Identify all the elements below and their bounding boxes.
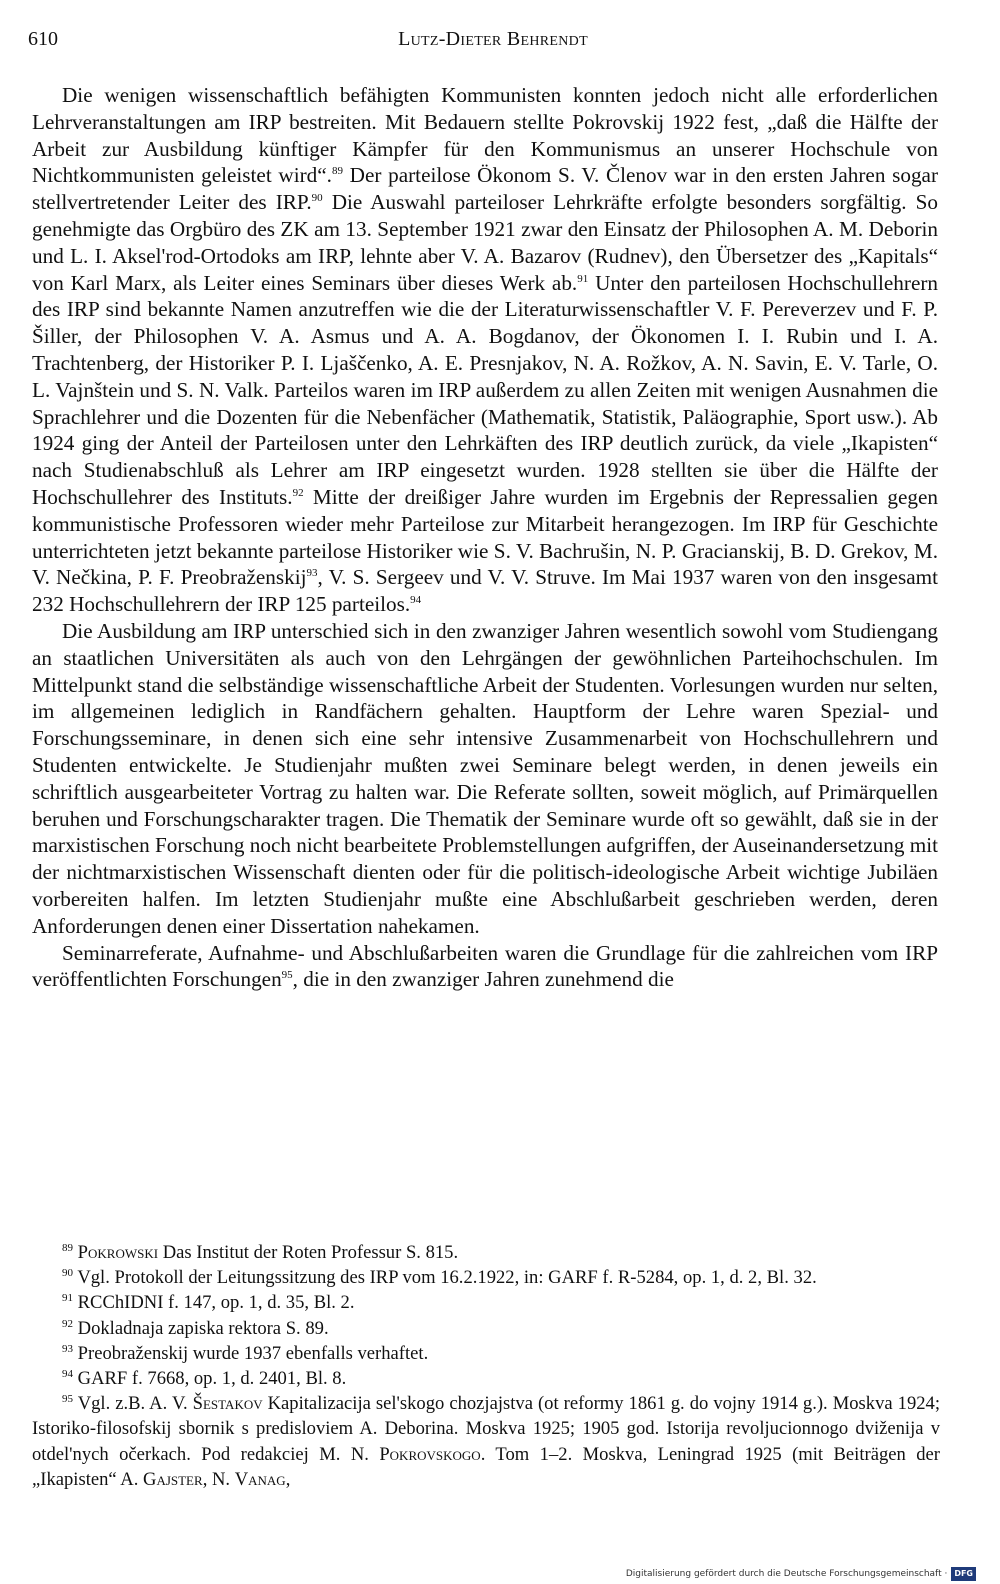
page-header [28, 28, 958, 54]
footnote-text: RCChIDNI f. 147, op. 1, d. 35, Bl. 2. [77, 1292, 355, 1314]
credit-text: Digitalisierung gefördert durch die Deutsche Forschungsgemeinschaft · [625, 1569, 948, 1579]
digitization-credit [626, 1566, 976, 1582]
footnote [32, 1290, 940, 1315]
footnote-author: Gajster [143, 1468, 203, 1490]
paragraph [32, 940, 938, 994]
footnote [32, 1391, 940, 1492]
footnote-number: 92 [62, 1317, 73, 1330]
footnote-author: Pokrowski [77, 1242, 159, 1263]
page-number: 610 [28, 28, 58, 50]
footnote-number: 90 [62, 1267, 73, 1280]
paragraph-text: Die wenigen wissenschaftlich befähigten Kommunisten konnten jedoch nicht alle erforderlichen Lehrveranstaltungen am IRP bestreiten. Mit Bedauern stellte Pokrovskij 1922 fest, „daß die Hälfte der Arbeit zur Ausbildung künftiger Kämpfer für den Kommunismus an unserer Hochschule von Nichtkommunisten geleistet wird“. [32, 83, 938, 188]
footnote-text: Dokladnaja zapiska rektora S. 89. [77, 1317, 329, 1339]
footnote-number: 89 [62, 1241, 73, 1254]
paragraph [32, 82, 938, 618]
footnote [32, 1341, 940, 1366]
footnote-text: , N. [202, 1468, 235, 1490]
footnote-text: Das Institut der Roten Professur S. 815. [158, 1242, 459, 1263]
paragraph [32, 618, 938, 940]
footnote-number: 93 [62, 1342, 73, 1355]
footnote-text: Preobraženskij wurde 1937 ebenfalls verhaftet. [77, 1342, 429, 1364]
footnote-number: 95 [62, 1393, 73, 1406]
footnote-text: , [285, 1468, 291, 1490]
footnote-ref: 94 [410, 594, 422, 607]
paragraph-text: Unter den parteilosen Hochschullehrern des IRP sind bekannte Namen anzutreffen wie die der Literaturwissenschaftler V. F. Pereverzev und F. P. Šiller, der Philosophen V. A. Asmus und A. A. Bogdanov, der Ökonomen I. I. Rubin und I. A. Trachtenberg, der Historiker P. I. Ljaščenko, A. E. Presnjakov, N. A. Rožkov, A. N. Savin, E. V. Tarle, O. L. Vajnštein und S. N. Valk. Parteilos waren im IRP außerdem zu allen Zeiten mit wenigen Ausnahmen die Sprachlehrer und die Dozenten für die Nebenfächer (Mathematik, Statistik, Paläographie, Sport usw.). Ab 1924 ging der Anteil der Parteilosen unter den Lehrkäften des IRP deutlich zurück, da viele „Ikapisten“ nach Studienabschluß als Lehrer am IRP eingesetzt wurden. 1928 stellten sie über die Hälfte der Hochschullehrer des Instituts. [32, 270, 938, 509]
dfg-logo: DFG [951, 1567, 976, 1581]
footnote-author: Pokrovskogo [379, 1443, 481, 1465]
paragraph-text: Mitte der dreißiger Jahre wurden im Ergebnis der Repressalien gegen kommunistische Professoren wieder mehr Parteilose zur Mitarbeit herangezogen. Im IRP für Geschichte unterrichteten jetzt bekannte parteilose Historiker wie S. V. Bachrušin, N. P. Gracianskij, B. D. Grekov, M. V. Nečkina, P. F. Preobraženskij [32, 484, 939, 590]
main-text [32, 82, 938, 993]
footnote-text: . Tom 1–2. Moskva, Leningrad 1925 (mit Beiträgen der „Ikapisten“ A. [32, 1443, 940, 1490]
paragraph-text: Seminarreferate, Aufnahme- und Abschlußarbeiten waren die Grundlage für die zahlreichen vom IRP veröffentlichten Forschungen [32, 940, 938, 992]
footnote-number: 91 [62, 1292, 73, 1305]
paragraph-text: Die Auswahl parteiloser Lehrkräfte erfolgte besonders sorgfältig. So genehmigte das Orgbüro des ZK am 13. September 1921 zwar den Einsatz der Philosophen A. M. Deborin und L. I. Aksel'rod-Ortodoks am IRP, lehnte aber V. A. Bazarov (Rudnev), den Übersetzer des „Kapitals“ von Karl Marx, als Leiter eines Seminars über dieses Werk ab. [32, 190, 938, 295]
footnote-ref: 95 [281, 969, 293, 982]
footnote-text: GARF f. 7668, op. 1, d. 2401, Bl. 8. [77, 1368, 347, 1390]
footnote-ref: 90 [311, 192, 323, 205]
footnote-number: 94 [62, 1367, 73, 1380]
footnote-ref: 93 [306, 567, 318, 580]
footnote [32, 1265, 940, 1290]
footnotes [32, 1240, 940, 1492]
footnote [32, 1240, 940, 1265]
paragraph-text: , die in den zwanziger Jahren zunehmend die [292, 967, 674, 992]
footnote-ref: 92 [292, 486, 304, 499]
footnote-text: Vgl. Protokoll der Leitungssitzung des IRP vom 16.2.1922, in: GARF f. R-5284, op. 1, d. 2, Bl. 32. [77, 1267, 817, 1289]
footnote-author: Šestakov [192, 1393, 263, 1415]
paragraph-text: , V. S. Sergeev und V. V. Struve. Im Mai 1937 waren von den insgesamt 232 Hochschullehrern der IRP 125 parteilos. [32, 565, 938, 617]
paragraph-text: Die Ausbildung am IRP unterschied sich in den zwanziger Jahren wesentlich sowohl vom Studiengang an staatlichen Universitäten als auch von den Lehrgängen der gewöhnlichen Parteihochschulen. Im Mittelpunkt stand die selbständige wissenschaftliche Arbeit der Studenten. Vorlesungen wurden nur selten, im allgemeinen lediglich in Randfächern gehalten. Hauptform der Lehre waren Spezial- und Forschungsseminare, in denen sich eine sehr intensive Zusammenarbeit von Hochschullehrern und Studenten entwickelte. Je Studienjahr mußten zwei Seminare belegt werden, in denen jeweils ein schriftlich ausgearbeiteter Vortrag zu halten war. Die Referate sollten, soweit möglich, auf Primärquellen beruhen und Forschungscharakter tragen. Die Thematik der Seminare wurde oft so gewählt, daß sie in der marxistischen Forschung noch nicht bearbeitete Problemstellungen aufgriffen, der Auseinandersetzung mit der nichtmarxistischen Wissenschaft dienten oder für die politisch-ideologische Arbeit wichtige Jubiläen vorbereiten halfen. Im letzten Studienjahr mußte eine Abschlußarbeit geschrieben werden, deren Anforderungen denen einer Dissertation nahekamen. [32, 618, 938, 938]
footnote-text: Kapitalizacija sel'skogo chozjajstva (ot reformy 1861 g. do vojny 1914 g.). Moskva 1924; Istoriko-filosofskij sbornik s predisloviem A. Deborina. Moskva 1925; 1905 god. Istorija revoljucionnogo dviženija v otdel'nych očerkach. Pod redakciej M. N. [32, 1393, 940, 1465]
footnote [32, 1366, 940, 1391]
running-head: Lutz-Dieter Behrendt [398, 28, 588, 50]
footnote [32, 1316, 940, 1341]
footnote-ref: 89 [331, 165, 343, 178]
paragraph-text: Der parteilose Ökonom S. V. Členov war in den ersten Jahren sogar stellvertretender Leiter des IRP. [32, 163, 939, 215]
footnote-text: Vgl. z.B. A. V. [77, 1393, 193, 1415]
footnote-ref: 91 [577, 272, 589, 285]
footnote-author: Vanag [234, 1468, 286, 1490]
